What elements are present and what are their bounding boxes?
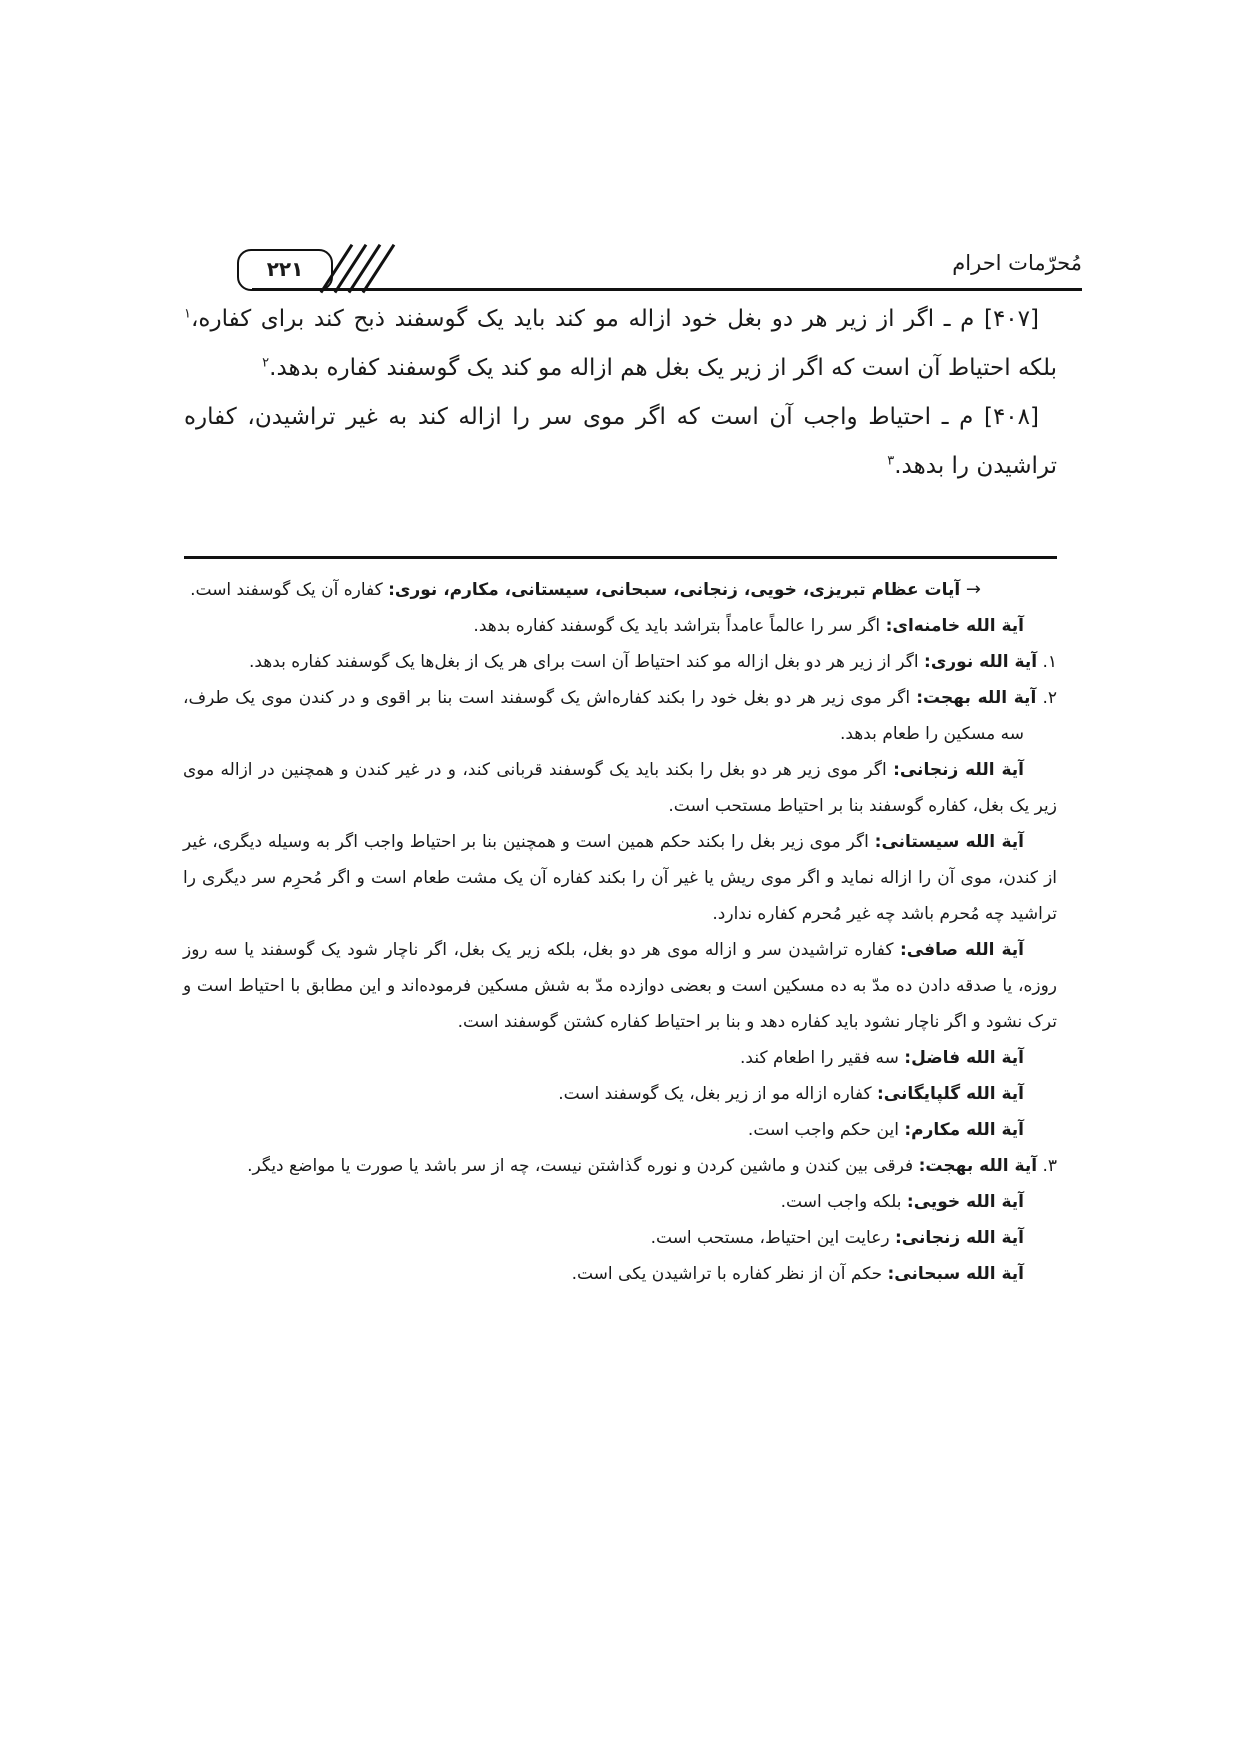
footnote-author: آیة الله صافی:: [899, 940, 1024, 960]
footnote-separator: [184, 556, 1057, 559]
footnote-text: اگر از زیر هر دو بغل ازاله مو کند احتیاط آن است برای هر یک از بغل‌ها یک گوسفند کفاره بدهد.: [248, 652, 925, 672]
footnote-author: آیة الله زنجانی:: [893, 760, 1024, 780]
footnote-entry: [183, 752, 1057, 824]
footnote-author: آیة الله نوری:: [924, 652, 1038, 672]
main-text: [184, 295, 1057, 491]
footnote-author: آیات عظام تبریزی، خویی، زنجانی، سبحانی، سیستانی، مکارم، نوری:: [388, 580, 961, 600]
footnote-text: سه فقیر را اطعام کند.: [740, 1048, 905, 1068]
footnote-marker: ۱.: [1037, 652, 1057, 672]
footnote-entry: [183, 680, 1057, 752]
hatch-marks-icon: [327, 240, 437, 300]
footnote-text: رعایت این احتیاط، مستحب است.: [650, 1228, 895, 1248]
footnote-entry: [183, 1184, 1057, 1220]
footnote-entry: [183, 932, 1057, 1040]
footnote-text: بلکه واجب است.: [780, 1192, 907, 1212]
footnote-text: کفاره تراشیدن سر و ازاله موی هر دو بغل، بلکه زیر یک بغل، اگر ناچار شود یک گوسفند یا سه روز روزه، یا صدقه دادن ده مدّ به ده مسکین است و بعضی دوازده مدّ به شش مسکین فرموده‌اند و این مطابق با احتیاط است و ترک نشود و اگر ناچار نشود باید کفاره دهد و بنا بر احتیاط کفاره کشتن گوسفند است.: [183, 940, 1057, 1032]
page-number-box: [237, 249, 333, 291]
page-number: ۲۲۱: [266, 257, 304, 281]
footnote-author: آیة الله خویی:: [906, 1192, 1024, 1212]
footnote-ref-3: ۳: [887, 453, 895, 469]
paragraph-407-text-a: [۴۰۷] م ـ اگر از زیر هر دو بغل خود ازاله مو کند باید یک گوسفند ذبح کند برای کفاره،: [190, 306, 1039, 332]
footnote-text: اگر موی زیر هر دو بغل خود را بکند کفاره‌اش یک گوسفند است بنا بر اقوی و در کندن موی یک طرف، سه مسکین را طعام بدهد.: [183, 688, 1024, 744]
paragraph-408: [184, 393, 1057, 491]
footnote-entry: [183, 644, 1057, 680]
footnote-author: آیة الله سیستانی:: [874, 832, 1025, 852]
footnote-text: کفاره ازاله مو از زیر بغل، یک گوسفند است.: [558, 1084, 877, 1104]
footnote-text: اگر موی زیر بغل را بکند حکم همین است و همچنین بنا بر احتیاط واجب اگر به وسیله دیگری، غیر از کندن، موی آن را ازاله نماید و اگر موی ریش یا غیر آن را بکند کفاره آن یک مشت طعام است و اگر مُحرِم سر دیگری را تراشید چه مُحرم باشد چه غیر مُحرم کفاره ندارد.: [183, 832, 1057, 924]
footnote-entry: [183, 608, 1057, 644]
footnote-ref-1: ۱: [184, 306, 191, 322]
footnotes-list: [183, 572, 1057, 1292]
footnote-text: حکم آن از نظر کفاره با تراشیدن یکی است.: [571, 1264, 888, 1284]
header-rule: [252, 288, 1082, 291]
footnote-author: آیة الله بهجت:: [916, 688, 1037, 708]
footnote-text: کفاره آن یک گوسفند است.: [190, 580, 389, 600]
footnote-entry: [183, 1256, 1057, 1292]
footnote-marker: →: [960, 579, 981, 600]
footnote-entry: [183, 1076, 1057, 1112]
paragraph-408-text-a: [۴۰۸] م ـ احتیاط واجب آن است که اگر موی سر را ازاله کند به غیر تراشیدن، کفاره تراشیدن را بدهد.: [184, 404, 1057, 479]
footnote-marker: ۳.: [1037, 1156, 1057, 1176]
footnote-entry: [183, 824, 1057, 932]
paragraph-407: [184, 295, 1057, 393]
footnote-author: آیة الله سبحانی:: [887, 1264, 1024, 1284]
footnote-author: آیة الله مکارم:: [904, 1120, 1024, 1140]
footnote-entry: [183, 1220, 1057, 1256]
footnote-ref-2: ۲: [262, 355, 270, 371]
footnote-text: اگر سر را عالماً عامداً بتراشد باید یک گوسفند کفاره بدهد.: [473, 616, 886, 636]
footnote-text: اگر موی زیر هر دو بغل را بکند باید یک گوسفند قربانی کند، و در غیر کندن و همچنین در ازاله موی زیر یک بغل، کفاره گوسفند بنا بر احتیاط مستحب است.: [183, 760, 1057, 816]
footnote-author: آیة الله بهجت:: [918, 1156, 1038, 1176]
footnote-text: فرقی بین کندن و ماشین کردن و نوره گذاشتن نیست، چه از سر باشد یا صورت یا مواضع دیگر.: [247, 1156, 919, 1176]
footnote-entry: [183, 1148, 1057, 1184]
footnote-text: این حکم واجب است.: [747, 1120, 905, 1140]
footnote-entry: [183, 1040, 1057, 1076]
footnote-author: آیة الله گلپایگانی:: [877, 1084, 1024, 1104]
footnote-entry: [183, 572, 1057, 608]
footnote-marker: ۲.: [1036, 688, 1058, 708]
footnote-author: آیة الله خامنه‌ای:: [885, 616, 1024, 636]
header-title: مُحرّمات احرام: [952, 251, 1082, 275]
footnote-entry: [183, 1112, 1057, 1148]
paragraph-407-text-b: بلکه احتیاط آن است که اگر از زیر یک بغل هم ازاله مو کند یک گوسفند کفاره بدهد.: [269, 355, 1057, 381]
footnote-author: آیة الله زنجانی:: [894, 1228, 1024, 1248]
footnote-author: آیة الله فاضل:: [904, 1048, 1024, 1068]
